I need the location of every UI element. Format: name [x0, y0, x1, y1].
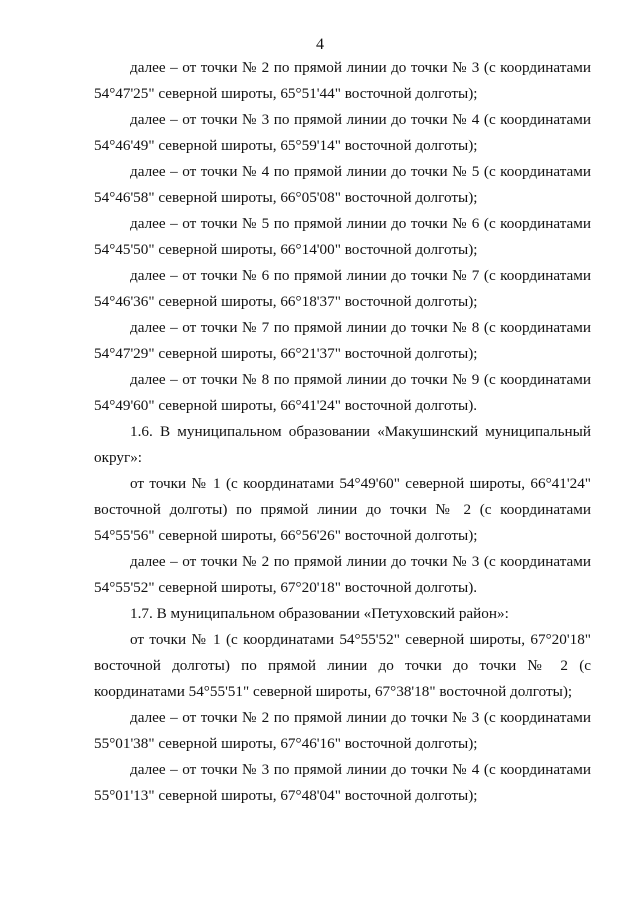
paragraph-segment-4-5: далее – от точки № 4 по прямой линии до точки № 5 (с координатами 54°46'58" северной широты, 66°05'08" восточной долготы);: [94, 163, 591, 206]
paragraph-segment-8-9: далее – от точки № 8 по прямой линии до точки № 9 (с координатами 54°49'60" северной широты, 66°41'24" восточной долготы).: [94, 371, 591, 414]
paragraph-petukhovsky-1-2: от точки № 1 (с координатами 54°55'52" северной широты, 67°20'18" восточной долготы) по прямой линии до точки до точки № 2 (с координатами 54°55'51" северной широты, 67°38'18" восточной долготы);: [94, 631, 591, 700]
paragraph-segment-3-4: далее – от точки № 3 по прямой линии до точки № 4 (с координатами 54°46'49" северной широты, 65°59'14" восточной долготы);: [94, 111, 591, 154]
paragraph-segment-2-3: далее – от точки № 2 по прямой линии до точки № 3 (с координатами 54°47'25" северной широты, 65°51'44" восточной долготы);: [94, 59, 591, 102]
section-heading-1-7: 1.7. В муниципальном образовании «Петуховский район»:: [130, 605, 509, 622]
paragraph-petukhovsky-3-4: далее – от точки № 3 по прямой линии до точки № 4 (с координатами 55°01'13" северной широты, 67°48'04" восточной долготы);: [94, 761, 591, 804]
page-number: 4: [316, 36, 324, 53]
paragraph-petukhovsky-2-3: далее – от точки № 2 по прямой линии до точки № 3 (с координатами 55°01'38" северной широты, 67°46'16" восточной долготы);: [94, 709, 591, 752]
document-body: [94, 55, 591, 809]
section-heading-1-6: 1.6. В муниципальном образовании «Макушинский муниципальный округ»:: [94, 423, 591, 466]
paragraph-segment-6-7: далее – от точки № 6 по прямой линии до точки № 7 (с координатами 54°46'36" северной широты, 66°18'37" восточной долготы);: [94, 267, 591, 310]
paragraph-makushinsky-2-3: далее – от точки № 2 по прямой линии до точки № 3 (с координатами 54°55'52" северной широты, 67°20'18" восточной долготы).: [94, 553, 591, 596]
paragraph-makushinsky-1-2: от точки № 1 (с координатами 54°49'60" северной широты, 66°41'24" восточной долготы) по прямой линии до точки № 2 (с координатами 54°55'56" северной широты, 66°56'26" восточной долготы);: [94, 475, 591, 544]
paragraph-segment-7-8: далее – от точки № 7 по прямой линии до точки № 8 (с координатами 54°47'29" северной широты, 66°21'37" восточной долготы);: [94, 319, 591, 362]
paragraph-segment-5-6: далее – от точки № 5 по прямой линии до точки № 6 (с координатами 54°45'50" северной широты, 66°14'00" восточной долготы);: [94, 215, 591, 258]
